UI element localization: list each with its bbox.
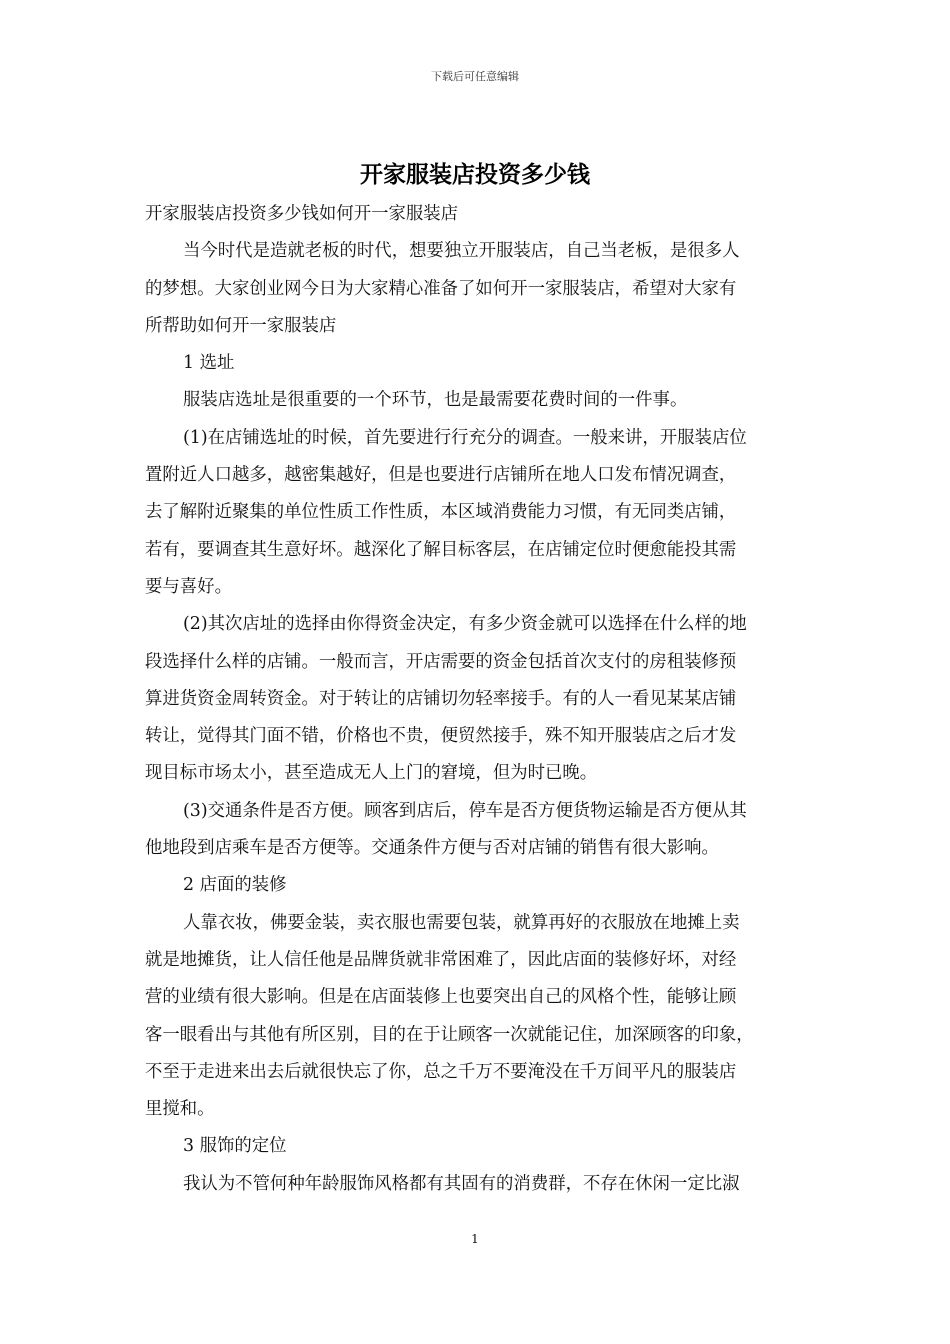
section-heading: 3 服饰的定位 (183, 1136, 287, 1157)
body-line: 若有，要调查其生意好坏。越深化了解目标客层，在店铺定位时便愈能投其需 (145, 539, 737, 560)
body-line: 服装店选址是很重要的一个环节，也是最需要花费时间的一件事。 (183, 390, 688, 411)
body-line: 当今时代是造就老板的时代，想要独立开服装店，自己当老板，是很多人 (183, 241, 740, 262)
body-line: 置附近人口越多，越密集越好，但是也要进行店铺所在地人口发布情况调查， (145, 465, 737, 486)
page-number: 1 (471, 1232, 479, 1246)
body-line: 段选择什么样的店铺。一般而言，开店需要的资金包括首次支付的房租装修预 (145, 651, 737, 672)
body-line: 要与喜好。 (145, 576, 232, 597)
body-line: 的梦想。大家创业网今日为大家精心准备了如何开一家服装店，希望对大家有 (145, 278, 737, 299)
body-line: 不至于走进来出去后就很快忘了你，总之千万不要淹没在千万间平凡的服装店 (145, 1061, 737, 1082)
body-line: 转让，觉得其门面不错，价格也不贵，便贸然接手，殊不知开服装店之后才发 (145, 726, 737, 747)
body-line: 现目标市场太小，甚至造成无人上门的窘境，但为时已晚。 (145, 763, 598, 784)
body-line: 我认为不管何种年龄服饰风格都有其固有的消费群，不存在休闲一定比淑 (183, 1173, 740, 1194)
body-line: 所帮助如何开一家服装店 (145, 315, 337, 336)
body-line: 算进货资金周转资金。对于转让的店铺切勿轻率接手。有的人一看见某某店铺 (145, 688, 737, 709)
body-line: 去了解附近聚集的单位性质工作性质，本区域消费能力习惯，有无同类店铺， (145, 502, 737, 523)
section-heading: 1 选址 (183, 353, 235, 374)
body-line: 里搅和。 (145, 1099, 215, 1120)
body-line: (2)其次店址的选择由你得资金决定，有多少资金就可以选择在什么样的地 (183, 614, 747, 635)
body-line: 开家服装店投资多少钱如何开一家服装店 (145, 204, 459, 224)
body-line: 就是地摊货，让人信任他是品牌货就非常困难了，因此店面的装修好坏，对经 (145, 949, 737, 970)
body-line: (3)交通条件是否方便。顾客到店后，停车是否方便货物运输是否方便从其 (183, 800, 747, 821)
body-line: 人靠衣妆，佛要金装，卖衣服也需要包装，就算再好的衣服放在地摊上卖 (183, 912, 740, 933)
body-line: (1)在店铺选址的时候，首先要进行行充分的调查。一般来讲，开服装店位 (183, 427, 747, 448)
body-line: 营的业绩有很大影响。但是在店面装修上也要突出自己的风格个性，能够让顾 (145, 987, 737, 1008)
body-line: 客一眼看出与其他有所区别，目的在于让顾客一次就能记住，加深顾客的印象， (145, 1024, 754, 1045)
section-heading: 2 店面的装修 (183, 875, 287, 896)
header-note: 下载后可任意编辑 (431, 70, 519, 83)
document-body (145, 196, 810, 1203)
body-line: 他地段到店乘车是否方便等。交通条件方便与否对店铺的销售有很大影响。 (145, 838, 719, 859)
document-title: 开家服装店投资多少钱 (360, 161, 590, 188)
